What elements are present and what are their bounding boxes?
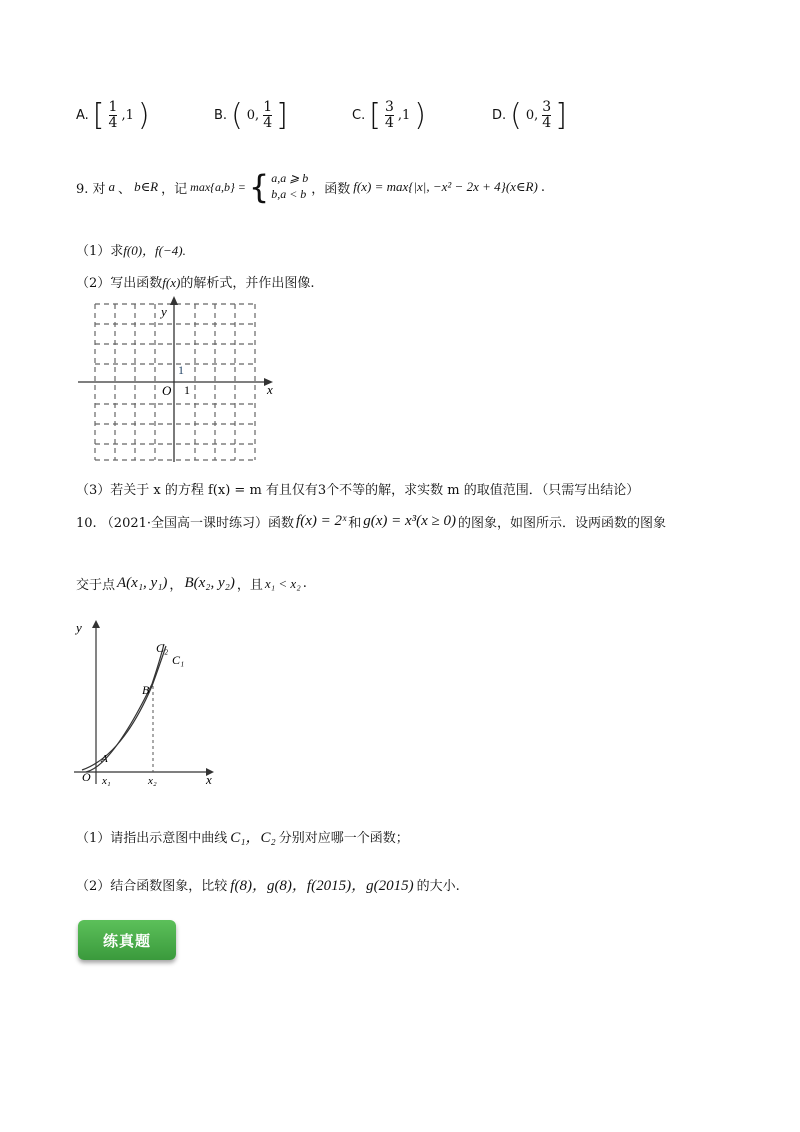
bracket-open: [ [369,98,381,133]
q10-point-b: B(x₂, y₂) [184,575,235,591]
q9-part3: （3）若关于 x 的方程 f(x) = m 有且仅有3个不等的解，求实数 m 的取值范围．（只需写出结论） [76,483,640,498]
q10-tail: 的图象，如图所示．设两函数的图象 [458,516,667,531]
q10-p2-a: （2）结合函数图象，比较 [76,879,228,894]
option-rest: ,1 [397,108,411,123]
option-letter: B. [214,108,228,123]
q9-var-a: a [108,179,116,194]
q9-func-text: ，函数 [311,181,351,197]
grid-origin-label: O [162,383,172,398]
q9-case2: b,a < b [271,187,307,201]
q9-case1: a,a ⩾ b [271,171,309,186]
q10-line2 [76,574,307,593]
practice-real-questions-button[interactable]: 练真题 [78,920,176,960]
q9-end: . [540,179,545,195]
bracket-open: [ [92,98,105,133]
option-rest: 0, [525,108,539,123]
q9-cases [249,168,308,206]
q10-dot: . [302,576,307,591]
q10-lead: 10. （2021·全国高一课时练习）函数 [76,516,295,531]
q9-statement [76,168,545,206]
q9-p1-prefix: （1）求 [76,244,124,259]
option-rest: ,1 [121,108,134,123]
graph-c2: C₂ [156,641,169,655]
q10-part1 [76,826,409,847]
option-letter: D. [492,108,507,123]
q9-p2-prefix: （2）写出函数 [76,276,163,291]
q10-graph [72,616,222,788]
bracket-close: ] [555,98,567,133]
graph-origin: O [82,770,91,784]
q9-p2-suffix: 的解析式，并作出图像. [180,276,315,291]
option-c [352,98,426,133]
option-letter: A. [76,108,89,123]
q10-and: 和 [348,516,362,531]
q9-b-in-r: b∈R [134,179,159,194]
graph-x2: x₂ [148,775,157,787]
q10-point-a: A(x₁, y₁) [117,575,168,591]
q9-max-def: max{a,b} = [190,179,246,194]
bracket-close: ) [414,98,426,133]
q9-grid [70,296,282,466]
bracket-close: ) [137,98,150,133]
q9-func: f(x) = max{|x|, −x² − 2x + 4}(x∈R) [353,179,538,194]
q9-part1 [76,240,186,259]
q10-p1-curves: C₁，C₂ [230,830,276,846]
fraction: $\frac{1}{4}$ [108,99,118,131]
q10-p2-b: 的大小. [416,879,460,894]
q10-part2 [76,874,460,895]
option-a [76,98,150,133]
brace-icon: { [248,168,270,206]
q10-p1-b: 分别对应哪一个函数； [278,831,409,846]
option-rest: 0, [246,108,260,123]
bracket-open: ( [510,98,522,133]
q10-line2a: 交于点 [76,578,116,593]
q9-sep: 、 [118,181,132,197]
q9-part2 [76,272,314,291]
q9-p2-math: f(x) [162,275,181,290]
option-letter: C. [352,108,366,123]
graph-x-label: x [206,772,212,787]
q10-and2: ，且 [236,578,263,593]
q10-p2-math: f(8)，g(8)，f(2015)，g(2015) [230,878,414,894]
bracket-open: ( [231,98,243,133]
bracket-close: ] [276,98,288,133]
y-arrow-icon [170,296,178,305]
fraction: $\frac{3}{4}$ [384,99,394,131]
graph-point-b: B [142,683,150,697]
fraction: $\frac{3}{4}$ [542,99,552,131]
q9-ji: ，记 [161,181,188,197]
graph-point-a: A [101,753,108,765]
option-b [214,98,288,133]
grid-one-y: 1 [178,363,184,377]
grid-one-x: 1 [184,383,190,397]
graph-c1: C₁ [172,653,185,667]
curve-c2 [86,644,164,772]
graph-y-label: y [76,620,82,635]
q10-comma: ， [169,578,183,593]
q10-cond: x₁ < x₂ [264,575,301,591]
q10-f: f(x) = 2ˣ [296,513,347,529]
q10-statement [76,512,666,531]
q9-p1-math: f(0)，f(−4). [123,243,186,258]
q9-lead: 9. 对 [76,181,106,197]
graph-x1: x₁ [102,775,111,787]
grid-x-label: x [267,382,273,397]
q10-g: g(x) = x³(x ≥ 0) [363,513,457,529]
q10-p1-a: （1）请指出示意图中曲线 [76,831,228,846]
curve-c1 [82,646,166,770]
y-arrow-icon [92,620,100,628]
grid-y-label: y [161,304,167,319]
option-d [492,98,567,133]
fraction: $\frac{1}{4}$ [263,99,273,131]
